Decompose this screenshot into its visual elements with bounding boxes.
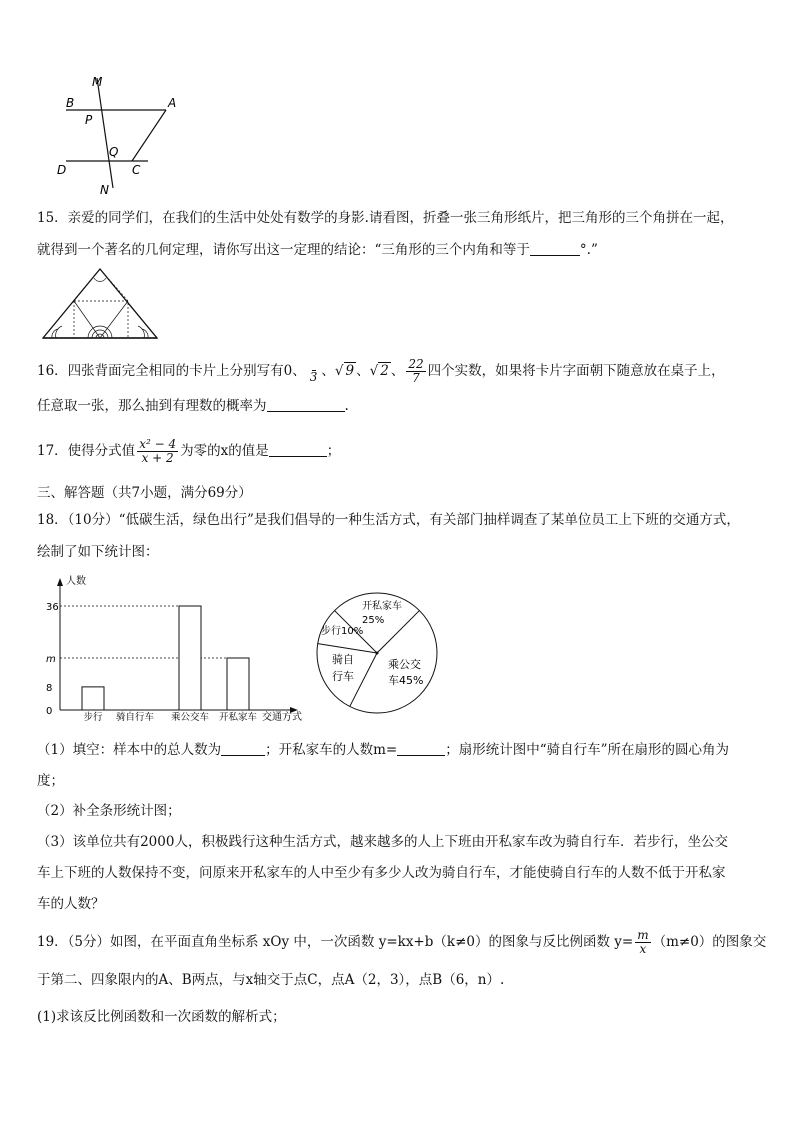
q15-answer-blank[interactable] bbox=[530, 241, 580, 256]
x-category-label-2: 乘公交车 bbox=[170, 712, 210, 723]
q18-sub1: （1）填空：样本中的总人数为 ；开私家车的人数m= ；扇形统计图中“骑自行车”所在扇形的圆心角为 bbox=[37, 742, 730, 758]
y-tick-label-0: 0 bbox=[46, 706, 53, 717]
q18-sub3-line1: （3）该单位共有2000人，积极践行这种生活方式，越来越多的人上下班由开私家车改为骑自行车．若步行，坐公交 bbox=[37, 834, 728, 850]
bar-0 bbox=[82, 687, 104, 710]
pie-center-dot bbox=[376, 652, 379, 655]
q19-line3: (1)求该反比例函数和一次函数的解析式； bbox=[37, 1009, 286, 1025]
bar-2 bbox=[179, 606, 201, 710]
label-d: D bbox=[57, 163, 67, 177]
label-n: N bbox=[100, 183, 109, 197]
q18-line1: 18．（10分）“低碳生活，绿色出行”是我们倡导的一种生活方式，有关部门抽样调查了某单位员工上下班的交通方式， bbox=[37, 512, 740, 528]
label-b: B bbox=[66, 96, 75, 110]
q16-fraction-22-7: $\frac{22}{7}$ bbox=[408, 357, 424, 385]
q18-sub3-line3: 车的人数？ bbox=[37, 896, 105, 912]
q15-line2: 就得到一个著名的几何定理，请你写出这一定理的结论：“三角形的三个内角和等于 °.” bbox=[37, 242, 598, 258]
q19-fraction: $\frac{m}{x}$ bbox=[637, 928, 649, 956]
pie-label-private-car: 开私家车 bbox=[362, 601, 402, 612]
pie-label-bike-1: 骑自 bbox=[332, 653, 354, 666]
q18-sub3-line2: 车上下班的人数保持不变，问原来开私家车的人中至少有多少人改为骑自行车，才能使骑自行车的人数不低于开私家 bbox=[37, 865, 726, 881]
q16-sqrt-9: √ 9 bbox=[334, 363, 355, 379]
label-m: M bbox=[92, 75, 103, 89]
pie-label-bus-1: 乘公交 bbox=[388, 658, 421, 671]
transversal-mn bbox=[97, 78, 113, 188]
x-category-label-1: 骑自行车 bbox=[115, 712, 155, 723]
q16-sqrt-2: √ 2 bbox=[369, 363, 389, 379]
y-axis-arrow bbox=[57, 578, 63, 586]
bar-chart bbox=[30, 570, 320, 730]
y-axis-label: 人数 bbox=[66, 576, 86, 587]
q17-answer-blank[interactable] bbox=[269, 442, 327, 457]
q16-line2: 任意取一张，那么抽到有理数的概率为 . bbox=[37, 398, 349, 414]
folded-triangle-figure bbox=[40, 266, 160, 342]
pie-chart bbox=[312, 585, 442, 720]
q16-answer-blank[interactable] bbox=[267, 397, 345, 412]
q16-line1: 16．四张背面完全相同的卡片上分别写有0、 3 、√ 9 、√ 2 、 $\frac{22}{7}$ 四个实数，如果将卡片字面朝下随意放在桌子上， bbox=[37, 357, 725, 385]
pie-label-bus-2: 车45% bbox=[388, 674, 424, 687]
q18-line2: 绘制了如下统计图： bbox=[37, 544, 159, 560]
x-category-label-0: 步行 bbox=[83, 712, 103, 723]
segment-ac bbox=[132, 110, 166, 161]
pie-label-bike-2: 行车 bbox=[332, 670, 354, 683]
q19-line1: 19．（5分）如图，在平面直角坐标系 xOy 中，一次函数 y=kx+b（k≠0）的图象与反比例函数 y= $\frac{m}{x}$ （m≠0）的图象交 bbox=[37, 928, 767, 956]
parallel-lines-figure bbox=[48, 70, 188, 200]
y-tick-label-1: 8 bbox=[46, 682, 53, 694]
q18-m-blank[interactable] bbox=[397, 741, 445, 756]
label-q: Q bbox=[109, 145, 119, 159]
pie-slice-boundary-2 bbox=[318, 644, 377, 653]
q17-line: 17．使得分式值 $\frac{\text{x² − 4}}{x + 2}$ 为零的x的值是 ； bbox=[37, 437, 341, 465]
x-axis-label: 交通方式 bbox=[262, 712, 302, 723]
q18-total-blank[interactable] bbox=[221, 741, 265, 756]
label-a: A bbox=[168, 96, 177, 110]
pie-value-private-car: 25% bbox=[362, 615, 385, 626]
x-category-label-3: 开私家车 bbox=[218, 712, 258, 723]
q19-line2: 于第二、四象限内的A、B两点，与x轴交于点C，点A（2，3），点B（6，n）. bbox=[37, 972, 505, 988]
q17-fraction: $\frac{\text{x² − 4}}{x + 2}$ bbox=[139, 437, 177, 465]
q16-fraction-1: 3 bbox=[308, 360, 320, 384]
q15-line1: 15．亲爱的同学们，在我们的生活中处处有数学的身影.请看图，折叠一张三角形纸片，把三角形的三个角拼在一起， bbox=[37, 210, 734, 226]
label-c: C bbox=[132, 163, 141, 177]
y-tick-label-3: 36 bbox=[46, 602, 59, 613]
y-tick-label-2: m bbox=[46, 654, 56, 665]
pie-label-walk: 步行10% bbox=[321, 626, 364, 637]
label-p: P bbox=[85, 113, 93, 127]
section3-title: 三、解答题（共7小题，满分69分） bbox=[37, 485, 252, 501]
bar-3 bbox=[227, 658, 249, 710]
q18-sub2: （2）补全条形统计图； bbox=[37, 803, 181, 819]
q18-sub1-cont: 度； bbox=[37, 773, 64, 789]
